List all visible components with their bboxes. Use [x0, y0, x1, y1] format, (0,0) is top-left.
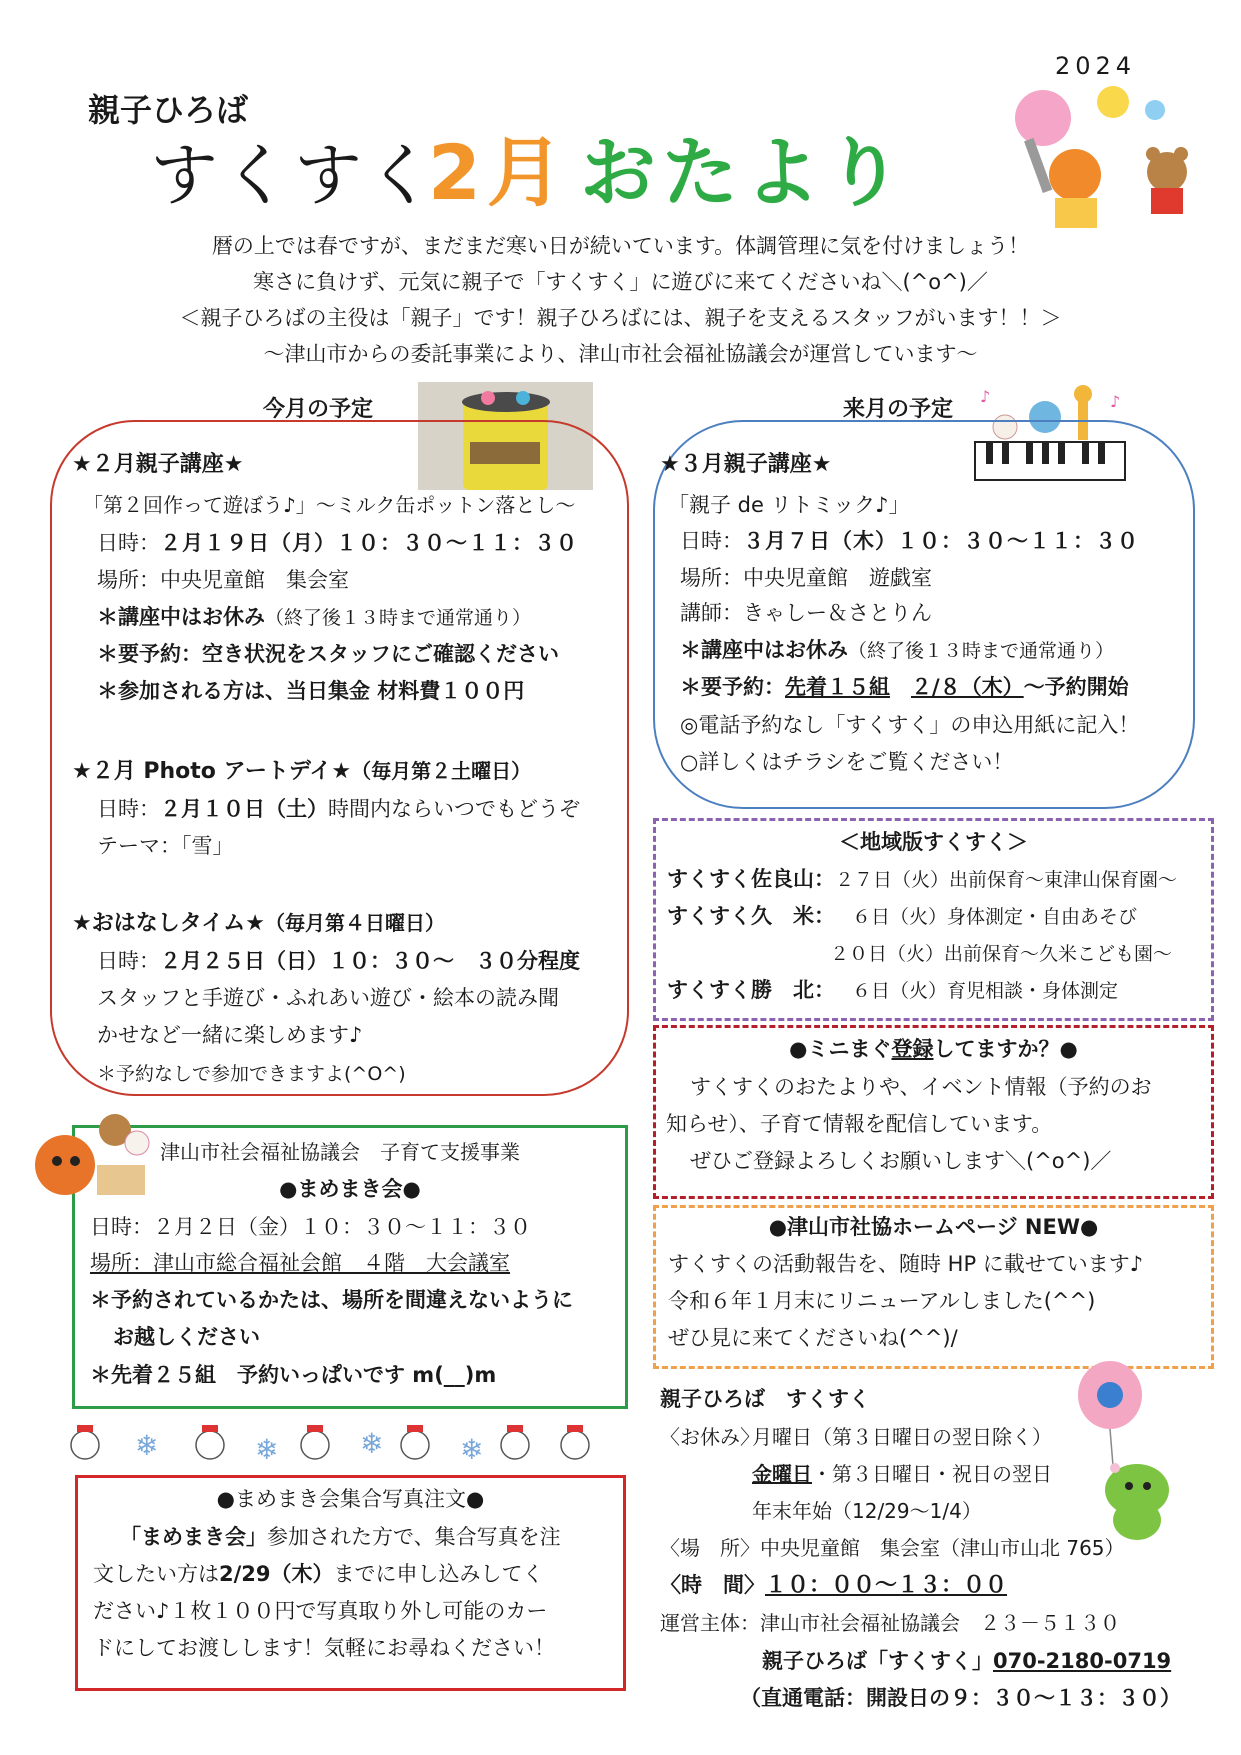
koza-note-1: ＊講座中はお休み（終了後１３時まで通常通り） — [97, 605, 532, 629]
svg-text:❄: ❄ — [460, 1433, 484, 1466]
info-direct-phone: （直通電話：開設日の９：３０～１３：３０） — [740, 1686, 1181, 1710]
svg-text:❄: ❄ — [135, 1429, 159, 1462]
info-holiday-2: 金曜日・第３日曜日・祝日の翌日 — [752, 1462, 1052, 1486]
info-holiday-1: 月曜日（第３日曜日の翌日除く） — [752, 1425, 1052, 1449]
svg-text:♪: ♪ — [1110, 392, 1121, 411]
info-holiday-3: 年末年始（12/29～1/4） — [752, 1499, 982, 1523]
mamemaki-org: 津山市社会福祉協議会 子育て支援事業 — [160, 1140, 520, 1164]
svg-text:♪: ♪ — [980, 387, 991, 406]
homepage-line-2: 令和６年１月末にリニューアルしました(^^) — [668, 1289, 1096, 1313]
photo-order-line-4: ドにしてお渡しします！気軽にお尋ねください！ — [93, 1636, 555, 1660]
next-koza-note-3: ◎電話予約なし「すくすく」の申込用紙に記入！ — [680, 713, 1140, 737]
info-time: 〈時 間〉１０：００～１３：００ — [660, 1573, 1008, 1598]
next-koza-note-2: ＊要予約：先着１５組 ２/８（木）～予約開始 — [680, 675, 1129, 699]
ohanashi-note: ＊予約なしで参加できますよ(^O^) — [97, 1063, 406, 1085]
sukusuku-title: すくすく — [150, 137, 439, 216]
minimag-heading: ●ミニまぐ登録してますか？● — [789, 1037, 1078, 1061]
next-month-heading: 来月の予定 — [843, 397, 954, 422]
local-heading: ＜地域版すくすく＞ — [839, 830, 1028, 854]
svg-text:❄: ❄ — [255, 1433, 279, 1466]
oyako-hiroba-label: 親子ひろば — [88, 91, 249, 129]
snowman-snowflake-border — [60, 1415, 600, 1467]
ohanashi-desc-2: かせなど一緒に楽しめます♪ — [97, 1023, 363, 1047]
local-row-sarayama: すくすく佐良山：２７日（火）出前保育～東津山保育園～ — [667, 867, 1178, 891]
info-phone: 親子ひろば「すくすく」070-2180-0719 — [762, 1649, 1172, 1673]
svg-text:❄: ❄ — [360, 1427, 384, 1460]
otayori-title: おたより — [580, 128, 908, 217]
info-place: 〈場 所〉中央児童館 集会室（津山市山北 765） — [660, 1536, 1125, 1560]
koza-note-2: ＊要予約：空き状況をスタッフにご確認ください — [97, 642, 559, 666]
next-koza-note-1: ＊講座中はお休み（終了後１３時まで通常通り） — [680, 638, 1115, 662]
next-koza-title: ★３月親子講座★ — [660, 452, 832, 477]
koza-place: 場所：中央児童館 集会室 — [97, 568, 349, 592]
oni-bear-illustration — [1005, 80, 1205, 240]
this-month-heading: 今月の予定 — [263, 397, 374, 422]
ohanashi-desc-1: スタッフと手遊び・ふれあい遊び・絵本の読み聞 — [97, 986, 559, 1010]
next-koza-note-4: ○詳しくはチラシをご覧ください！ — [680, 750, 1014, 774]
local-row-shohoku: すくすく勝 北： ６日（火）育児相談・身体測定 — [667, 978, 1119, 1002]
ohanashi-date: 日時：２月２５日（日）１０：３０～ ３０分程度 — [97, 949, 580, 973]
photo-order-line-2: 文したい方は2/29（木）までに申し込みしてく — [93, 1562, 544, 1586]
koza-date: 日時：２月１９日（月）１０：３０～１１：３０ — [97, 531, 578, 555]
mamemaki-note-1a: ＊予約されているかたは、場所を間違えないように — [90, 1288, 573, 1312]
homepage-line-3: ぜひ見に来てくださいね(^^)/ — [668, 1326, 958, 1350]
ohanashi-title: ★おはなしタイム★（毎月第４日曜日） — [72, 911, 446, 936]
photo-order-line-1: 「まめまき会」参加された方で、集合写真を注 — [120, 1525, 561, 1549]
mamemaki-note-1b: お越しください — [113, 1325, 260, 1349]
koza-subtitle: 「第２回作って遊ぼう♪」～ミルク缶ポットン落とし～ — [83, 493, 576, 517]
info-title: 親子ひろば すくすく — [660, 1387, 870, 1411]
homepage-heading: ●津山市社協ホームページ NEW● — [768, 1215, 1099, 1239]
next-koza-subtitle: 「親子 de リトミック♪」 — [668, 493, 910, 517]
next-koza-date: 日時：３月７日（木）１０：３０～１１：３０ — [680, 529, 1139, 553]
photo-order-line-3: ださい♪１枚１００円で写真取り外し可能のカー — [93, 1599, 548, 1623]
mamemaki-title: ●まめまき会● — [279, 1177, 421, 1201]
local-row-kume: すくすく久 米： ６日（火）身体測定・自由あそび — [667, 904, 1138, 928]
photo-theme: テーマ：「雪」 — [97, 834, 234, 858]
homepage-line-1: すくすくの活動報告を、随時 HP に載せています♪ — [668, 1252, 1144, 1276]
koza-note-3: ＊参加される方は、当日集金 材料費１００円 — [97, 679, 525, 703]
intro-line-3: ＜親子ひろばの主役は「親子」です！親子ひろばには、親子を支えるスタッフがいます！！＞ — [179, 306, 1062, 330]
intro-line-2: 寒さに負けず、元気に親子で「すくすく」に遊びに来てくださいね＼(^o^)／ — [253, 270, 988, 294]
minimag-line-1: すくすくのおたよりや、イベント情報（予約のお — [690, 1075, 1152, 1099]
year: 2024 — [1055, 52, 1137, 80]
photo-title: ★２月 Photo アートデイ★（毎月第２土曜日） — [72, 759, 532, 784]
intro-line-1: 暦の上では春ですが、まだまだ寒い日が続いています。体調管理に気を付けましょう！ — [211, 234, 1030, 258]
photo-date: 日時：２月１０日（土）時間内ならいつでもどうぞ — [97, 797, 580, 821]
minimag-line-3: ぜひご登録よろしくお願いします＼(^o^)／ — [690, 1149, 1112, 1173]
next-koza-place: 場所：中央児童館 遊戯室 — [680, 566, 932, 590]
mamemaki-place: 場所：津山市総合福祉会館 ４階 大会議室 — [90, 1251, 510, 1275]
info-operator: 運営主体：津山市社会福祉協議会 ２３－５１３０ — [660, 1611, 1120, 1635]
local-row-kume-2: ２０日（火）出前保育～久米こども園～ — [830, 943, 1173, 965]
month-title: 2月 — [428, 128, 569, 217]
mamemaki-note-2: ＊先着２５組 予約いっぱいです m(__)m — [90, 1363, 497, 1387]
balloon-mascot-illustration — [1055, 1360, 1195, 1540]
minimag-line-2: 知らせ）、子育て情報を配信しています。 — [666, 1112, 1053, 1136]
next-koza-teacher: 講師：きゃしー＆さとりん — [680, 601, 932, 625]
intro-line-4: ～津山市からの委託事業により、津山市社会福祉協議会が運営しています～ — [263, 342, 978, 366]
photo-order-title: ●まめまき会集合写真注文● — [216, 1487, 485, 1511]
info-holiday-label: 〈お休み〉 — [660, 1425, 760, 1449]
mamemaki-date: 日時：２月２日（金）１０：３０～１１：３０ — [90, 1215, 531, 1239]
koza-title: ★２月親子講座★ — [72, 452, 244, 477]
